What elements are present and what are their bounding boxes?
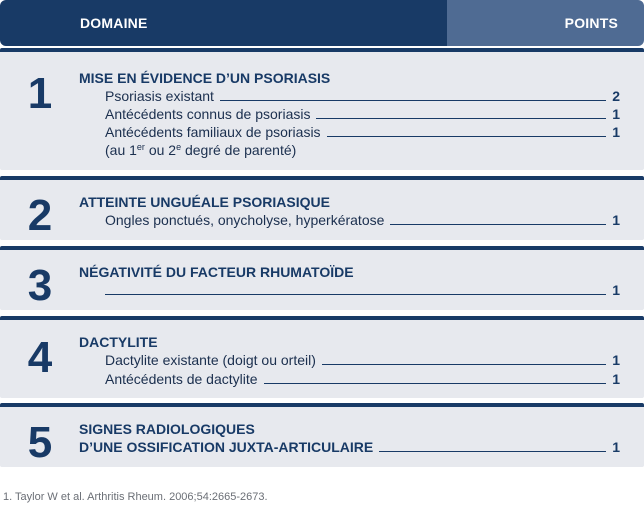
- leader-line: [379, 451, 606, 452]
- criterion-section-2: [0, 176, 644, 240]
- criterion-section-5: [0, 403, 644, 467]
- criterion-note: (au 1er ou 2e degré de parenté): [105, 142, 297, 158]
- item-label: Psoriasis existant: [105, 88, 214, 104]
- leader-line: [105, 294, 606, 295]
- item-label: D’UNE OSSIFICATION JUXTA-ARTICULAIRE: [79, 439, 374, 455]
- criterion-title: SIGNES RADIOLOGIQUES: [79, 421, 255, 437]
- table-header: [0, 0, 644, 46]
- item-label: Dactylite existante (doigt ou orteil): [105, 352, 316, 368]
- reference-footnote: 1. Taylor W et al. Arthritis Rheum. 2006;54:2665-2673.: [3, 491, 268, 503]
- criterion-item: [105, 87, 620, 105]
- criterion-title: NÉGATIVITÉ DU FACTEUR RHUMATOÏDE: [79, 264, 354, 280]
- criterion-item: [105, 281, 620, 299]
- criterion-title: DACTYLITE: [79, 334, 158, 350]
- criterion-item: [105, 123, 620, 141]
- leader-line: [264, 383, 606, 384]
- criterion-item: [105, 105, 620, 123]
- item-points: 1: [612, 212, 620, 228]
- criterion-section-1: [0, 48, 644, 170]
- item-label: Ongles ponctués, onycholyse, hyperkératose: [105, 212, 385, 228]
- item-points: 1: [612, 282, 620, 298]
- criterion-item: [105, 370, 620, 388]
- criterion-section-4: [0, 316, 644, 398]
- item-label: Antécédents de dactylite: [105, 371, 258, 387]
- criterion-number: 5: [27, 418, 53, 467]
- leader-line: [327, 136, 606, 137]
- criterion-item: [105, 211, 620, 229]
- item-label: Antécédents connus de psoriasis: [105, 106, 311, 122]
- points-column-header: [447, 0, 644, 46]
- criterion-number: 2: [27, 191, 53, 240]
- item-label: Antécédents familiaux de psoriasis: [105, 124, 321, 140]
- leader-line: [220, 100, 606, 101]
- item-points: 1: [612, 371, 620, 387]
- criterion-number: 4: [27, 333, 53, 382]
- item-points: 1: [612, 124, 620, 140]
- criterion-item: [79, 438, 620, 456]
- item-points: 1: [612, 106, 620, 122]
- domain-column-header: [0, 0, 447, 46]
- criterion-number: 1: [27, 69, 53, 118]
- leader-line: [390, 224, 606, 225]
- item-points: 2: [612, 88, 620, 104]
- leader-line: [322, 364, 606, 365]
- criterion-item: [105, 351, 620, 369]
- points-header-label: POINTS: [564, 15, 618, 31]
- item-points: 1: [612, 439, 620, 455]
- criterion-title: ATTEINTE UNGUÉALE PSORIASIQUE: [79, 194, 330, 210]
- item-points: 1: [612, 352, 620, 368]
- criterion-section-3: [0, 246, 644, 310]
- domain-header-label: DOMAINE: [80, 15, 148, 31]
- leader-line: [316, 118, 606, 119]
- criterion-title: MISE EN ÉVIDENCE D’UN PSORIASIS: [79, 70, 331, 86]
- criterion-number: 3: [27, 261, 53, 310]
